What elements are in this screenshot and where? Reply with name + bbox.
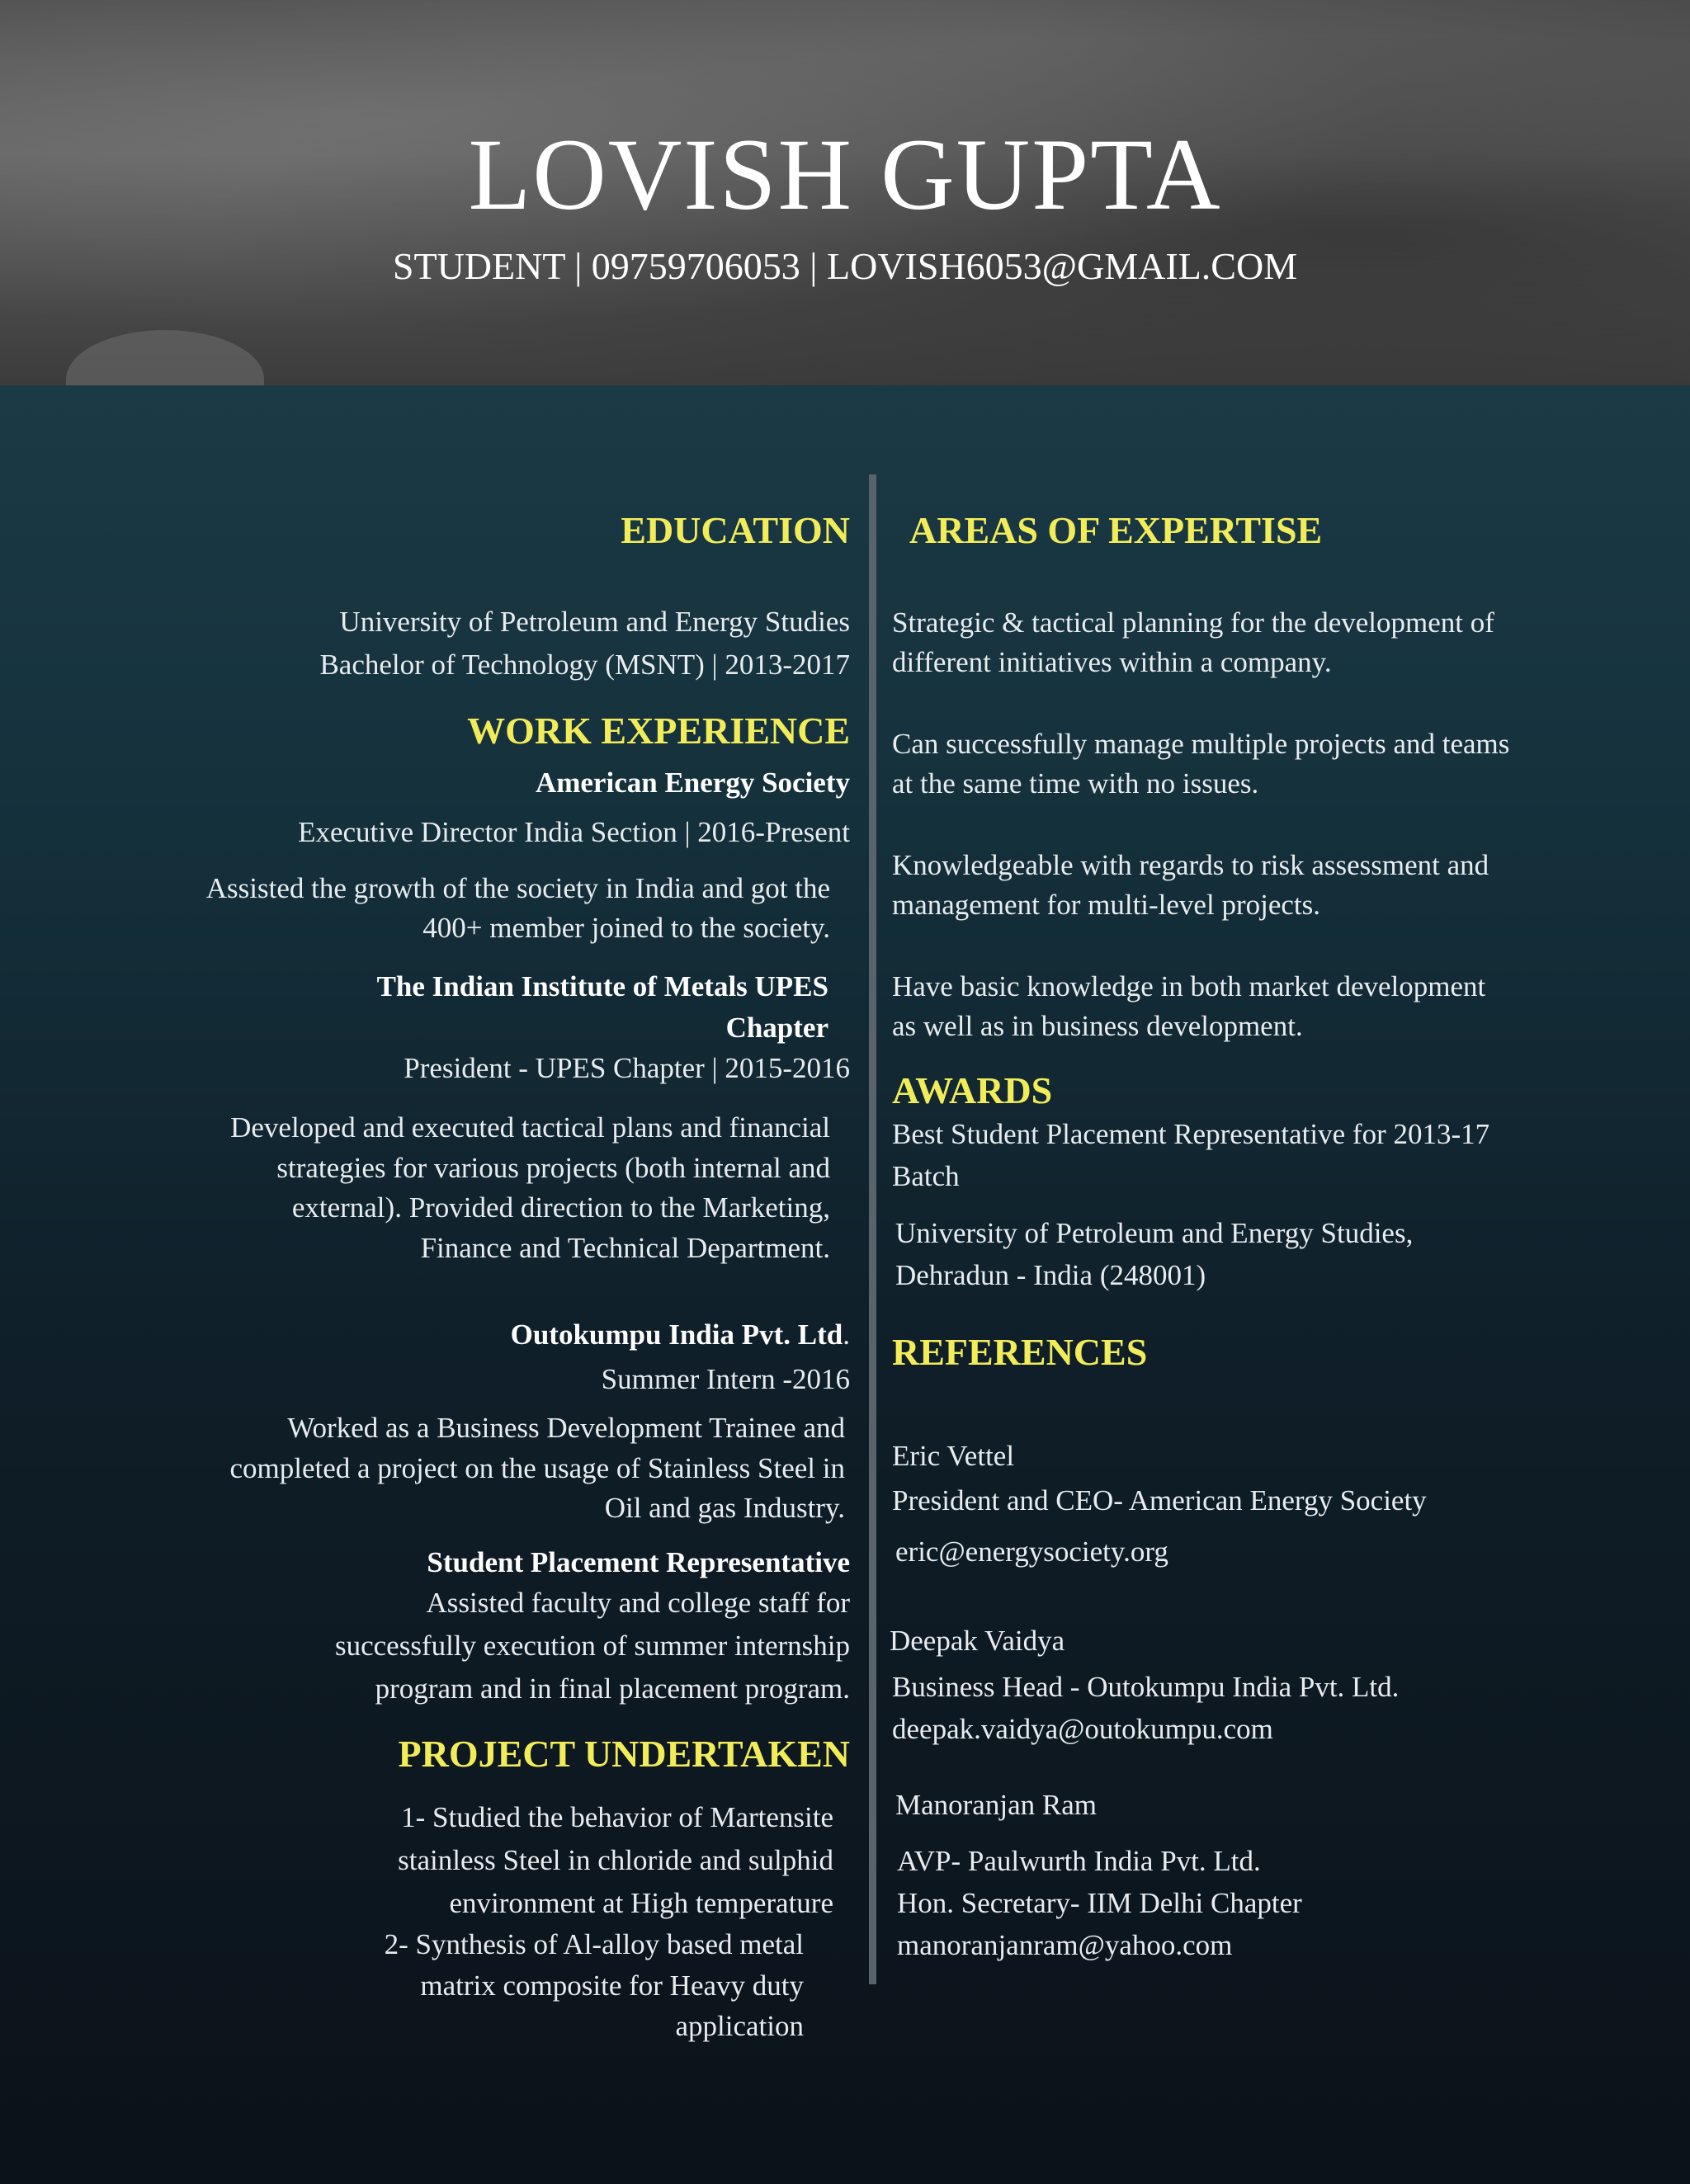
job-desc-line: Oil and gas Industry. (604, 1492, 845, 1524)
job-org: The Indian Institute of Metals UPES (376, 970, 828, 1002)
reference-line: President and CEO- American Energy Society (892, 1484, 1427, 1517)
expertise-line: as well as in business development. (892, 1010, 1303, 1042)
expertise-line: Strategic & tactical planning for the development of (892, 606, 1494, 639)
project-line: 2- Synthesis of Al-alloy based metal (384, 1928, 804, 1960)
project-line: application (675, 2010, 804, 2042)
job-org-suffix: . (843, 1318, 850, 1351)
reference-line: AVP- Paulwurth India Pvt. Ltd. (897, 1845, 1261, 1877)
job-desc-line: Finance and Technical Department. (420, 1232, 830, 1264)
expertise-line: at the same time with no issues. (892, 767, 1259, 800)
job-desc-line: successfully execution of summer internship (334, 1630, 850, 1662)
expertise-line: different initiatives within a company. (892, 646, 1332, 678)
education-school: University of Petroleum and Energy Studies (339, 606, 850, 638)
project-line: 1- Studied the behavior of Martensite (401, 1801, 833, 1833)
job-desc-line: Developed and executed tactical plans and financial (230, 1111, 830, 1144)
job-desc-line: external). Provided direction to the Marketing, (291, 1191, 830, 1224)
job-org: Chapter (725, 1012, 828, 1044)
job-role: President - UPES Chapter | 2015-2016 (404, 1052, 850, 1084)
expertise-heading: AREAS OF EXPERTISE (909, 509, 1323, 551)
expertise-line: Can successfully manage multiple projects and teams (892, 728, 1510, 760)
reference-name: Eric Vettel (892, 1440, 1015, 1472)
education-heading: EDUCATION (621, 509, 850, 551)
expertise-line: Knowledgeable with regards to risk assessment and (892, 849, 1489, 881)
job-desc-line: Assisted faculty and college staff for (426, 1587, 850, 1619)
job-desc-line: Assisted the growth of the society in India and got the (205, 872, 830, 904)
reference-email: deepak.vaidya@outokumpu.com (892, 1713, 1273, 1745)
expertise-line: Have basic knowledge in both market development (892, 970, 1486, 1002)
job-org: Outokumpu India Pvt. Ltd (510, 1318, 843, 1351)
job-org: Student Placement Representative (427, 1546, 850, 1578)
reference-name: Manoranjan Ram (895, 1789, 1097, 1821)
project-line: environment at High temperature (449, 1887, 833, 1919)
reference-name: Deepak Vaidya (890, 1625, 1065, 1657)
contact-line: STUDENT | 09759706053 | LOVISH6053@GMAIL.COM (392, 245, 1298, 287)
job-role: Executive Director India Section | 2016-Present (298, 816, 850, 848)
award-institution-line: Dehradun - India (248001) (895, 1259, 1206, 1291)
work-heading: WORK EXPERIENCE (467, 710, 850, 752)
job-org-line (511, 1320, 850, 1349)
job-role: Summer Intern -2016 (601, 1363, 850, 1395)
expertise-line: management for multi-level projects. (892, 889, 1320, 921)
award-line: Best Student Placement Representative for 2013-17 (892, 1118, 1490, 1150)
reference-line: Business Head - Outokumpu India Pvt. Ltd. (892, 1671, 1400, 1703)
award-line: Batch (892, 1160, 960, 1192)
job-desc-line: Worked as a Business Development Trainee and (287, 1412, 845, 1444)
project-line: stainless Steel in chloride and sulphid (398, 1844, 833, 1876)
job-desc-line: program and in final placement program. (375, 1672, 850, 1705)
job-desc-line: strategies for various projects (both internal and (276, 1152, 830, 1184)
candidate-name: LOVISH GUPTA (468, 118, 1222, 231)
rock-image (66, 330, 264, 385)
projects-heading: PROJECT UNDERTAKEN (398, 1733, 850, 1775)
column-divider (869, 474, 876, 1984)
reference-email: manoranjanram@yahoo.com (897, 1929, 1233, 1961)
job-desc-line: 400+ member joined to the society. (422, 912, 830, 944)
job-org: American Energy Society (535, 767, 850, 799)
job-desc-line: completed a project on the usage of Stainless Steel in (229, 1452, 845, 1484)
awards-heading: AWARDS (892, 1069, 1053, 1111)
award-institution-line: University of Petroleum and Energy Studies, (895, 1217, 1414, 1249)
project-line: matrix composite for Heavy duty (420, 1969, 804, 2002)
header-banner (0, 0, 1690, 385)
education-degree: Bachelor of Technology (MSNT) | 2013-2017 (319, 649, 850, 681)
reference-email: eric@energysociety.org (895, 1535, 1168, 1568)
reference-line: Hon. Secretary- IIM Delhi Chapter (897, 1887, 1302, 1919)
references-heading: REFERENCES (892, 1331, 1148, 1373)
